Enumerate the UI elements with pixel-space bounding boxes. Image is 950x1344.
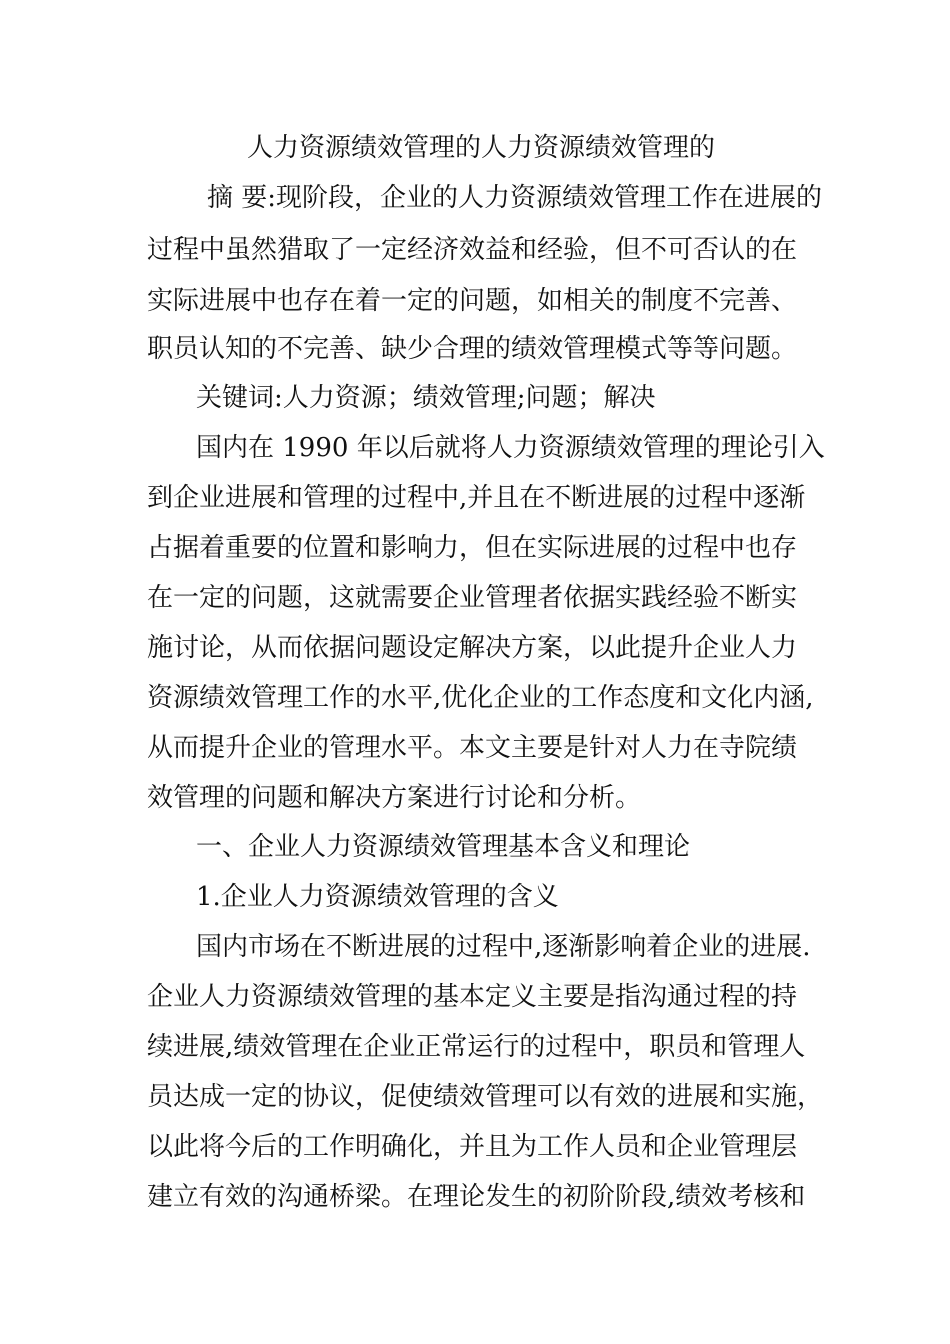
subsection-heading: 1.企业人力资源绩效管理的含义 bbox=[196, 882, 559, 912]
intro-line: 在一定的问题，这就需要企业管理者依据实践经验不断实 bbox=[147, 583, 798, 613]
body-line: 以此将今后的工作明确化，并且为工作人员和企业管理层 bbox=[147, 1132, 798, 1162]
intro-line: 施讨论，从而依据问题设定解决方案，以此提升企业人力 bbox=[147, 633, 798, 663]
body-line: 企业人力资源绩效管理的基本定义主要是指沟通过程的持 bbox=[147, 982, 798, 1012]
body-line: 续进展,绩效管理在企业正常运行的过程中，职员和管理人 bbox=[147, 1032, 806, 1062]
intro-line: 效管理的问题和解决方案进行讨论和分析。 bbox=[147, 783, 642, 813]
document-title: 人力资源绩效管理的人力资源绩效管理的 bbox=[247, 133, 716, 163]
intro-line: 资源绩效管理工作的水平,优化企业的工作态度和文化内涵, bbox=[147, 683, 814, 713]
intro-line: 到企业进展和管理的过程中,并且在不断进展的过程中逐渐 bbox=[147, 483, 806, 513]
abstract-line: 过程中虽然猎取了一定经济效益和经验，但不可否认的在 bbox=[147, 235, 798, 265]
section-heading: 一、企业人力资源绩效管理基本含义和理论 bbox=[196, 832, 691, 862]
abstract-line: 摘 要:现阶段，企业的人力资源绩效管理工作在进展的 bbox=[207, 183, 823, 213]
abstract-line: 职员认知的不完善、缺少合理的绩效管理模式等等问题。 bbox=[147, 334, 798, 364]
intro-line: 占据着重要的位置和影响力，但在实际进展的过程中也存 bbox=[147, 533, 798, 563]
keywords-line: 关键词:人力资源；绩效管理;问题；解决 bbox=[196, 383, 656, 413]
body-line: 建立有效的沟通桥梁。在理论发生的初阶阶段,绩效考核和 bbox=[147, 1182, 806, 1212]
intro-line: 国内在 1990 年以后就将人力资源绩效管理的理论引入 bbox=[196, 433, 825, 463]
body-line: 员达成一定的协议，促使绩效管理可以有效的进展和实施， bbox=[147, 1082, 824, 1112]
abstract-line: 实际进展中也存在着一定的问题，如相关的制度不完善、 bbox=[147, 286, 798, 316]
intro-line: 从而提升企业的管理水平。本文主要是针对人力在寺院绩 bbox=[147, 733, 798, 763]
body-line: 国内市场在不断进展的过程中,逐渐影响着企业的进展. bbox=[196, 932, 811, 962]
